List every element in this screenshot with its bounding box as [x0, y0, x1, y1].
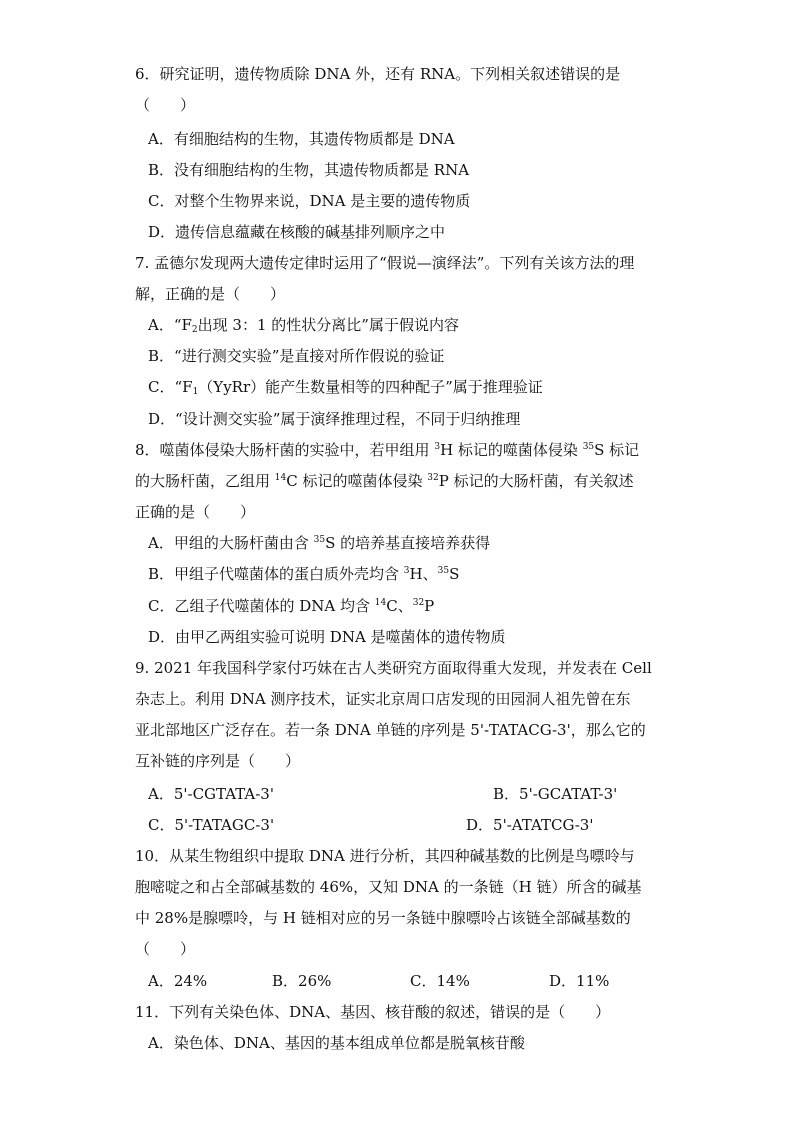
q9-options-row-2: [0, 810, 794, 841]
q8-option-b: [0, 559, 794, 590]
q9-options-row-1: [0, 779, 794, 810]
q8-option-b-text-2: H、: [409, 565, 438, 583]
q9-option-b: B．5'-GCATAT-3': [493, 785, 618, 803]
q9-stem-line-4: 互补链的序列是（ ）: [135, 752, 301, 770]
q6-stem-line-2: （ ）: [135, 96, 196, 114]
q10-stem-line-1: 10．从某生物组织中提取 DNA 进行分析，其四种碱基数的比例是鸟嘌呤与: [135, 847, 635, 865]
q10-option-d: D．11%: [549, 972, 610, 990]
q10-stem-line-4: （ ）: [135, 940, 196, 958]
q7-option-c: [0, 372, 794, 403]
q9-stem-line-3: 亚北部地区广泛存在。若一条 DNA 单链的序列是 5'-TATACG-3'，那么它的: [135, 721, 646, 739]
q8-option-c: [0, 591, 794, 622]
q10-option-c: C．14%: [410, 972, 470, 990]
q9-option-c: C．5'-TATAGC-3': [148, 816, 275, 834]
q7-stem-line-1: 7. 孟德尔发现两大遗传定律时运用了“假说—演绎法”。下列有关该方法的理: [135, 254, 635, 272]
q8-option-c-text-2: C、: [386, 597, 413, 615]
q6-option-a: A．有细胞结构的生物，其遗传物质都是 DNA: [148, 130, 455, 148]
q8-stem-line-2-sup-1: 14: [274, 473, 287, 483]
q9-option-d: D．5'-ATATCG-3': [466, 816, 594, 834]
q7-option-c-text-1: C．“F: [148, 378, 193, 396]
q7-stem-line-2: 解，正确的是（ ）: [135, 285, 286, 303]
q9-stem-line-1: 9. 2021 年我国科学家付巧妹在古人类研究方面取得重大发现，并发表在 Cell: [135, 659, 652, 677]
q8-option-a-text-1: A．甲组的大肠杆菌由含: [148, 534, 314, 552]
q8-option-a-sup: 35: [313, 535, 326, 545]
q8-option-a: [0, 528, 794, 559]
q6-option-b: B．没有细胞结构的生物，其遗传物质都是 RNA: [148, 161, 470, 179]
q7-option-a: [0, 310, 794, 341]
q8-stem-line-1-text-1: 8．噬菌体侵染大肠杆菌的实验中，若甲组用: [135, 441, 435, 459]
q8-option-b-sup-1: 3: [403, 566, 410, 576]
q8-option-b-text-1: B．甲组子代噬菌体的蛋白质外壳均含: [148, 565, 404, 583]
q8-option-b-sup-2: 35: [437, 566, 450, 576]
q9-stem-line-2: 杂志上。利用 DNA 测序技术，证实北京周口店发现的田园洞人祖先曾在东: [135, 690, 631, 708]
q6-stem-line-1: 6．研究证明，遗传物质除 DNA 外，还有 RNA。下列相关叙述错误的是: [135, 65, 621, 83]
q8-option-a-text-2: S 的培养基直接培养获得: [325, 534, 491, 552]
q8-option-c-text-3: P: [424, 597, 435, 615]
q8-stem-line-2: [0, 466, 794, 497]
q11-option-a: A．染色体、DNA、基因的基本组成单位都是脱氧核苷酸: [148, 1034, 525, 1052]
q8-stem-line-1-sup-2: 35: [582, 442, 595, 452]
q10-options-row: [0, 966, 794, 997]
q8-stem-line-2-sup-2: 32: [427, 473, 439, 483]
q8-option-c-sup-1: 14: [374, 598, 387, 608]
q7-option-c-subscript: 1: [192, 387, 199, 397]
q6-option-d: D．遗传信息蕴藏在核酸的碱基排列顺序之中: [148, 223, 446, 241]
q10-option-b: B．26%: [272, 972, 332, 990]
q6-option-c: C．对整个生物界来说，DNA 是主要的遗传物质: [148, 192, 471, 210]
q8-option-b-text-3: S: [449, 565, 460, 583]
q7-option-b: B．“进行测交实验”是直接对所作假说的验证: [148, 347, 445, 365]
q10-option-a: A．24%: [148, 972, 208, 990]
q8-option-c-sup-2: 32: [412, 598, 425, 608]
q8-stem-line-1-sup-1: 3: [434, 442, 441, 452]
q8-option-c-text-1: C．乙组子代噬菌体的 DNA 均含: [148, 597, 375, 615]
q7-option-a-text-1: A．“F: [148, 316, 192, 334]
q8-stem-line-3: 正确的是（ ）: [135, 503, 256, 521]
q10-stem-line-3: 中 28%是腺嘌呤，与 H 链相对应的另一条链中腺嘌呤占该链全部碱基数的: [135, 909, 631, 927]
q7-option-a-subscript: 2: [191, 325, 198, 335]
q8-stem-line-1-text-3: S 标记: [594, 441, 640, 459]
q8-stem-line-2-text-3: P 标记的大肠杆菌，有关叙述: [438, 472, 634, 490]
q7-option-d: D．“设计测交实验”属于演绎推理过程，不同于归纳推理: [148, 410, 521, 428]
q8-stem-line-1-text-2: H 标记的噬菌体侵染: [440, 441, 583, 459]
q7-option-a-text-2: 出现 3：1 的性状分离比”属于假说内容: [197, 316, 459, 334]
q10-stem-line-2: 胞嘧啶之和占全部碱基数的 46%，又知 DNA 的一条链（H 链）所含的碱基: [135, 878, 642, 896]
q8-stem-line-1: [0, 435, 794, 466]
q8-option-d: D．由甲乙两组实验可说明 DNA 是噬菌体的遗传物质: [148, 628, 506, 646]
q8-stem-line-2-text-1: 的大肠杆菌，乙组用: [135, 472, 275, 490]
q8-stem-line-2-text-2: C 标记的噬菌体侵染: [286, 472, 428, 490]
q9-option-a: A．5'-CGTATA-3': [148, 785, 274, 803]
q7-option-c-text-2: （YyRr）能产生数量相等的四种配子”属于推理验证: [198, 378, 543, 396]
q11-stem-line-1: 11．下列有关染色体、DNA、基因、核苷酸的叙述，错误的是（ ）: [135, 1003, 611, 1021]
